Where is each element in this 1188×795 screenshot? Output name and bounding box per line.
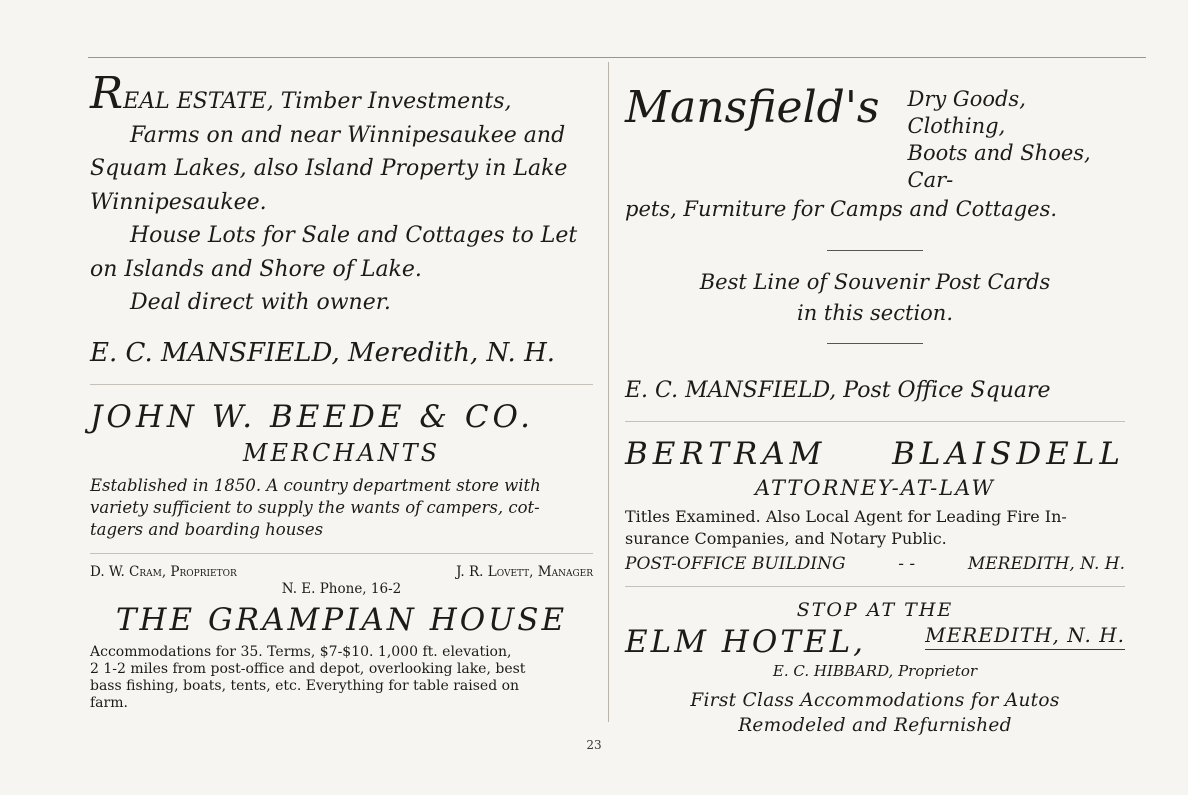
grampian-line: farm. [90, 694, 128, 711]
mansfields-ad [625, 82, 1125, 403]
elm-hotel-ad [625, 599, 1125, 738]
elm-hotel-proprietor: E. C. HIBBARD, Proprietor [772, 662, 978, 680]
short-rule [827, 250, 923, 251]
beede-line: Established in 1850. A country department store with [90, 475, 541, 495]
beede-subtitle: MERCHANTS [242, 438, 441, 467]
elm-hotel-line: Remodeled and Refurnished [738, 715, 1012, 736]
elm-hotel-location: MEREDITH, N. H. [925, 623, 1125, 650]
beede-line: tagers and boarding houses [90, 519, 324, 539]
real-estate-line: on Islands and Shore of Lake. [90, 256, 422, 282]
blaisdell-line: Titles Examined. Also Local Agent for Leading Fire In- [625, 507, 1067, 526]
mansfields-signature: E. C. MANSFIELD, Post Office Square [625, 378, 1051, 403]
grampian-phone: N. E. Phone, 16-2 [281, 580, 402, 597]
mansfields-name: Mansfield's [625, 82, 880, 133]
grampian-manager: J. R. Lovett, Manager [456, 563, 593, 580]
grampian-ad [90, 564, 593, 712]
real-estate-line: Deal direct with owner. [130, 290, 391, 315]
mansfields-line: pets, Furniture for Camps and Cottages. [625, 197, 1058, 221]
top-rule [88, 57, 1146, 58]
real-estate-line: Farms on and near Winnipesaukee and [130, 122, 566, 148]
elm-hotel-name: ELM HOTEL, [625, 624, 867, 660]
real-estate-line: House Lots for Sale and Cottages to Let [130, 223, 578, 248]
beede-ad [90, 399, 593, 541]
section-rule [90, 384, 593, 385]
mansfields-line: Boots and Shoes, Car- [907, 141, 1091, 192]
drop-cap: R [90, 68, 124, 119]
center-divider [608, 62, 609, 722]
elm-stop-text: STOP AT THE [796, 599, 954, 621]
real-estate-line: Winnipesaukee. [90, 189, 267, 215]
blaisdell-line: surance Companies, and Notary Public. [625, 529, 947, 548]
real-estate-line: EAL ESTATE, Timber Investments, [123, 89, 512, 114]
grampian-line: 2 1-2 miles from post-office and depot, overlooking lake, best [90, 660, 526, 677]
grampian-proprietor: D. W. Cram, Proprietor [90, 563, 237, 580]
blaisdell-first-name: BERTRAM [625, 436, 827, 472]
real-estate-ad [90, 68, 593, 368]
address-separator: - - [898, 554, 916, 574]
right-column [625, 72, 1125, 738]
section-rule [90, 553, 593, 554]
page-number: 23 [586, 738, 602, 752]
grampian-name: THE GRAMPIAN HOUSE [115, 601, 568, 638]
short-rule [827, 343, 923, 344]
real-estate-signature: E. C. MANSFIELD, Meredith, N. H. [90, 337, 556, 368]
grampian-line: bass fishing, boats, tents, etc. Everything for table raised on [90, 677, 520, 694]
beede-line: variety sufficient to supply the wants of campers, cot- [90, 497, 540, 517]
mansfields-line: Dry Goods, Clothing, [907, 87, 1026, 138]
beede-name: JOHN W. BEEDE & CO. [90, 398, 535, 435]
postcards-line: in this section. [796, 301, 953, 325]
blaisdell-title: ATTORNEY-AT-LAW [754, 476, 996, 500]
elm-hotel-line: First Class Accommodations for Autos [690, 690, 1060, 711]
blaisdell-city: MEREDITH, N. H. [967, 554, 1125, 574]
blaisdell-ad [625, 436, 1125, 574]
postcards-line: Best Line of Souvenir Post Cards [699, 270, 1051, 294]
real-estate-line: Squam Lakes, also Island Property in Lake [90, 156, 568, 181]
grampian-line: Accommodations for 35. Terms, $7-$10. 1,000 ft. elevation, [90, 643, 512, 660]
blaisdell-last-name: BLAISDELL [892, 436, 1125, 472]
blaisdell-address: POST-OFFICE BUILDING [625, 554, 846, 574]
section-rule [625, 586, 1125, 587]
left-column [90, 68, 593, 712]
section-rule [625, 421, 1125, 422]
